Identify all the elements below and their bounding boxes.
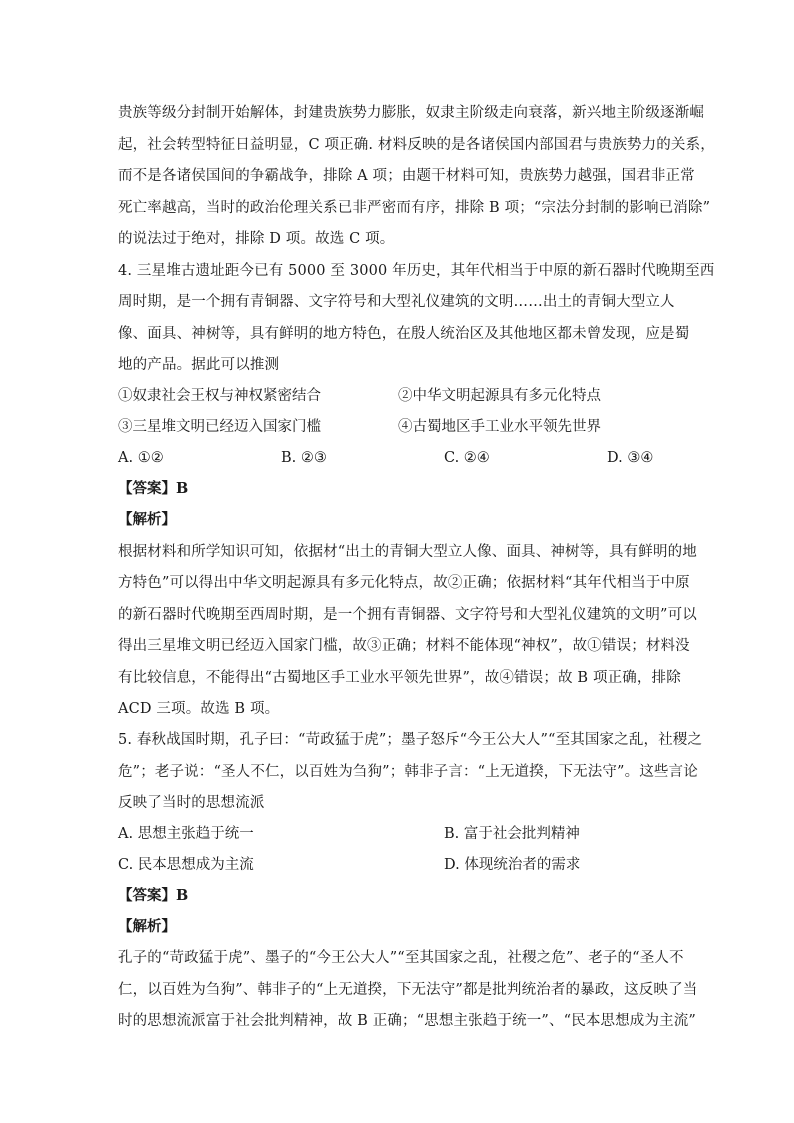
q5-analysis-title: 【解析】 [118,918,176,935]
q4-analysis-line: 得出三星堆文明已经迈入国家门槛，故③正确；材料不能体现“神权”，故①错误；材料没 [118,638,690,654]
q5-option-d: D. 体现统治者的需求 [444,857,581,873]
q5-stem-line: 危”；老子说：“圣人不仁，以百姓为刍狗”；韩非子言：“上无道揆，下无法守”。这些言论 [118,764,698,780]
q4-stem-line: 4. 三星堆古遗址距今已有 5000 至 3000 年历史，其年代相当于中原的新石器时代晚期至西 [118,263,715,279]
q4-option-c: C. ②④ [444,450,490,466]
q4-answer: 【答案】B [118,480,189,497]
q4-analysis-line: ACD 三项。故选 B 项。 [118,701,280,717]
q4-stem-line: 像、面具、神树等，具有鲜明的地方特色，在殷人统治区及其他地区都未曾发现，应是蜀 [118,326,690,342]
q5-stem-line: 5. 春秋战国时期，孔子曰：“苛政猛于虎”；墨子怒斥“今王公大人”“至其国家之乱，社稷之 [118,732,703,748]
q4-statement-4: ④古蜀地区手工业水平领先世界 [398,419,601,435]
q4-stem-line: 周时期，是一个拥有青铜器、文字符号和大型礼仪建筑的文明……出土的青铜大型立人 [118,294,675,310]
q5-analysis-line: 孔子的“苛政猛于虎”、墨子的“今王公大人”“至其国家之乱，社稷之危”、老子的“圣人不 [118,950,684,966]
q4-analysis-line: 根据材料和所学知识可知，依据材“出土的青铜大型立人像、面具、神树等，具有鲜明的地 [118,544,697,560]
q5-option-b: B. 富于社会批判精神 [444,826,580,842]
q4-analysis-title: 【解析】 [118,511,176,528]
q4-analysis-line: 方特色”可以得出中华文明起源具有多元化特点，故②正确；依据材料“其年代相当于中原 [118,575,690,591]
q4-statement-2: ②中华文明起源具有多元化特点 [398,388,601,404]
q4-option-b: B. ②③ [281,450,327,466]
q4-stem-line: 地的产品。据此可以推测 [118,357,280,373]
intro-line: 的说法过于绝对，排除 D 项。故选 C 项。 [118,231,395,247]
q5-option-c: C. 民本思想成为主流 [118,857,254,873]
intro-line: 起，社会转型特征日益明显，C 项正确. 材料反映的是各诸侯国内部国君与贵族势力的关系， [118,137,715,153]
q5-answer: 【答案】B [118,887,189,904]
q5-analysis-line: 时的思想流派富于社会批判精神，故 B 正确；“思想主张趋于统一”、“民本思想成为主流” [118,1013,696,1029]
q5-analysis-line: 仁，以百姓为刍狗”、韩非子的“上无道揆，下无法守”都是批判统治者的暴政，这反映了当 [118,982,698,998]
q4-option-d: D. ③④ [607,450,654,466]
intro-line: 死亡率越高，当时的政治伦理关系已非严密而有序，排除 B 项；“宗法分封制的影响已消除” [118,200,711,216]
intro-line: 而不是各诸侯国间的争霸战争，排除 A 项；由题干材料可知，贵族势力越强，国君非正常 [118,168,695,184]
q4-statement-1: ①奴隶社会王权与神权紧密结合 [118,388,321,404]
q4-analysis-line: 的新石器时代晚期至西周时期，是一个拥有青铜器、文字符号和大型礼仪建筑的文明”可以 [118,607,697,623]
q4-analysis-line: 有比较信息，不能得出“古蜀地区手工业水平领先世界”，故④错误；故 B 项正确，排除 [118,670,681,686]
q5-stem-line: 反映了当时的思想流派 [118,795,265,811]
intro-line: 贵族等级分封制开始解体，封建贵族势力膨胀，奴隶主阶级走向衰落，新兴地主阶级逐渐崛 [118,105,704,121]
q5-option-a: A. 思想主张趋于统一 [118,826,254,842]
q4-statement-3: ③三星堆文明已经迈入国家门槛 [118,419,321,435]
q4-option-a: A. ①② [118,450,164,466]
